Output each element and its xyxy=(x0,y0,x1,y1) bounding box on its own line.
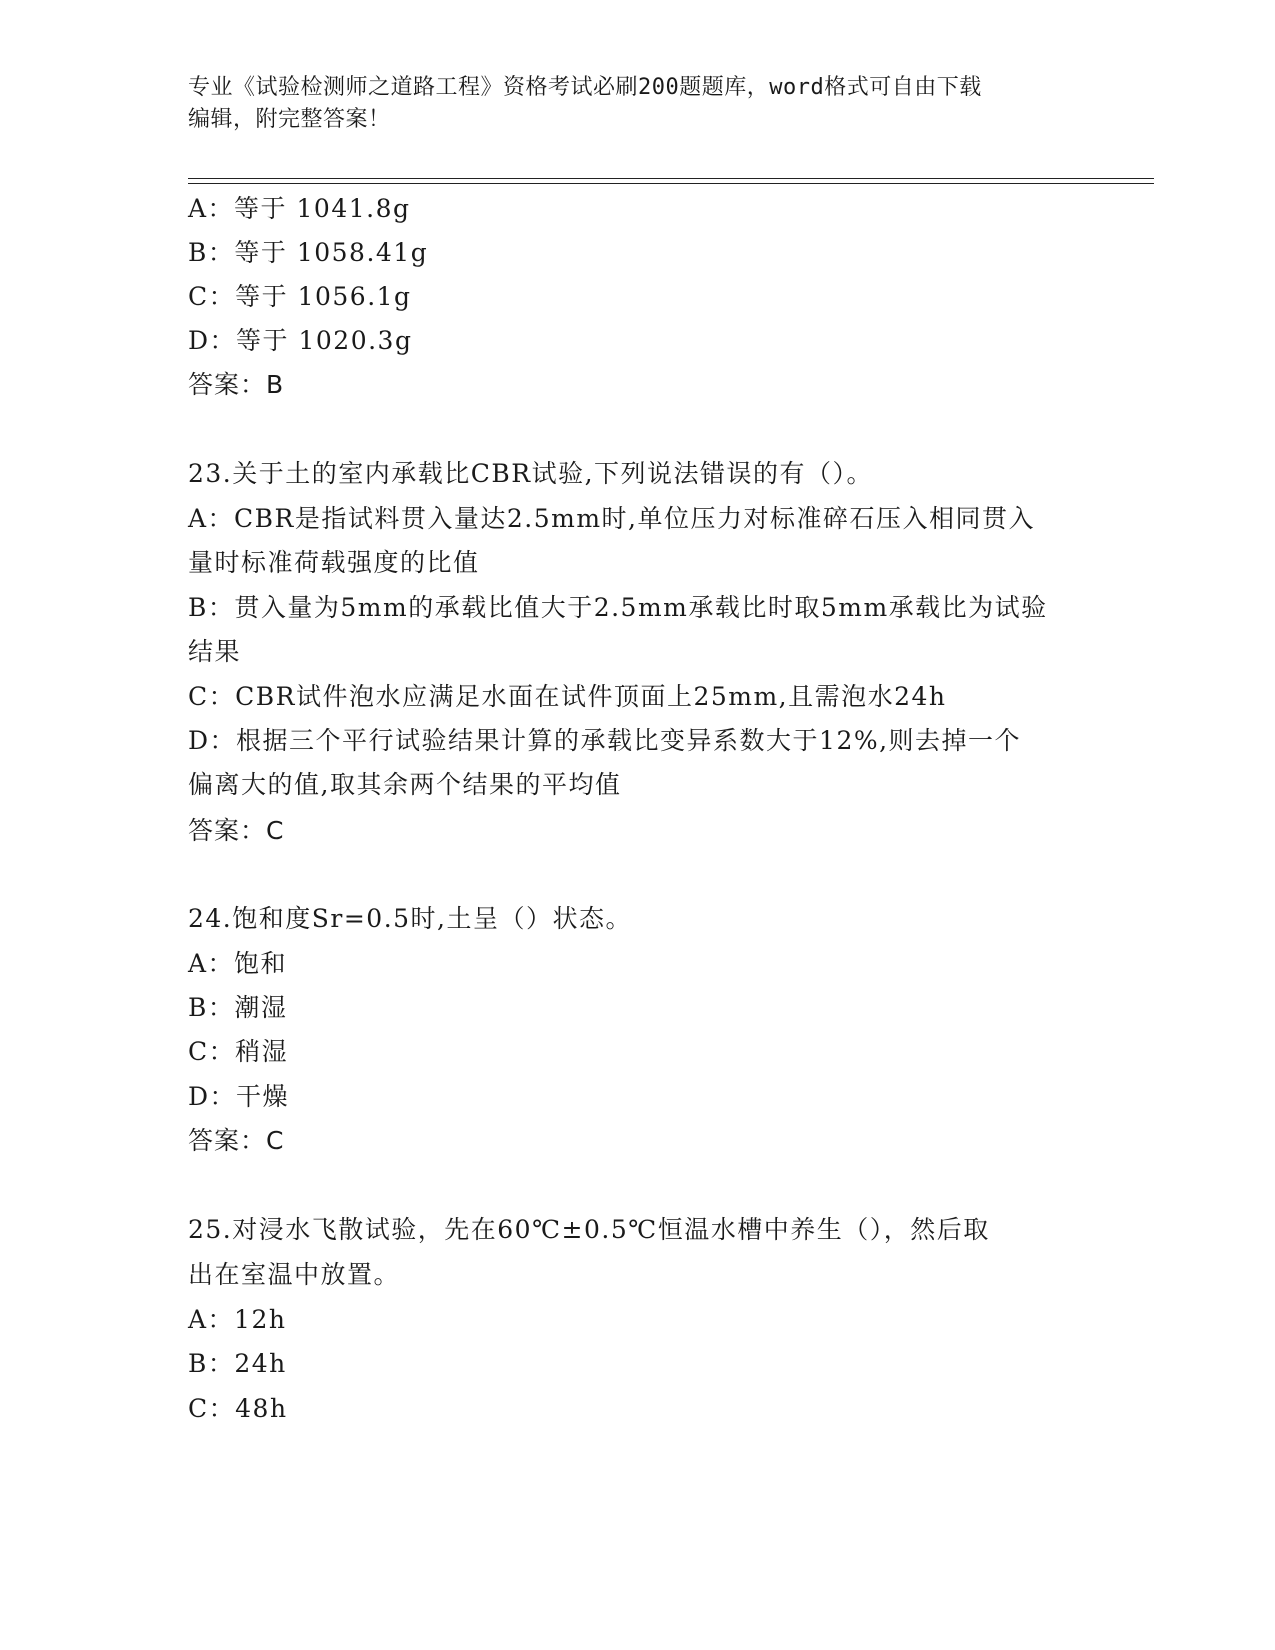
option-b: B：贯入量为5mm的承载比值大于2.5mm承载比时取5mm承载比为试验 xyxy=(188,593,1048,622)
option-d-continuation: 偏离大的值,取其余两个结果的平均值 xyxy=(188,770,622,799)
option-a: A：等于 1041.8g xyxy=(188,194,411,223)
document-header xyxy=(188,72,1088,136)
option-c: C：等于 1056.1g xyxy=(188,282,412,311)
option-b: B：潮湿 xyxy=(188,993,288,1022)
option-d: D：等于 1020.3g xyxy=(188,326,413,355)
option-c: C：稍湿 xyxy=(188,1037,289,1066)
header-divider-bottom xyxy=(188,183,1154,184)
option-b: B：等于 1058.41g xyxy=(188,238,429,267)
option-a: A：12h xyxy=(188,1305,287,1334)
option-c: C：48h xyxy=(188,1394,288,1423)
question-stem: 23.关于土的室内承载比CBR试验,下列说法错误的有（）。 xyxy=(188,459,874,488)
answer: 答案：C xyxy=(188,816,285,845)
header-title-line-2: 编辑，附完整答案！ xyxy=(188,107,391,132)
option-b-continuation: 结果 xyxy=(188,637,242,666)
header-title-line-1: 专业《试验检测师之道路工程》资格考试必刷200题题库，word格式可自由下载 xyxy=(188,75,982,100)
header-divider-top xyxy=(188,178,1154,179)
question-stem: 25.对浸水飞散试验，先在60℃±0.5℃恒温水槽中养生（），然后取 xyxy=(188,1215,990,1244)
option-d: D：根据三个平行试验结果计算的承载比变异系数大于12%,则去掉一个 xyxy=(188,726,1022,755)
option-b: B：24h xyxy=(188,1349,287,1378)
option-a: A：饱和 xyxy=(188,949,288,978)
answer: 答案：B xyxy=(188,370,285,399)
question-stem-continuation: 出在室温中放置。 xyxy=(188,1260,401,1289)
option-a: A：CBR是指试料贯入量达2.5mm时,单位压力对标准碎石压入相同贯入 xyxy=(188,504,1035,533)
option-a-continuation: 量时标准荷载强度的比值 xyxy=(188,548,480,577)
option-d: D：干燥 xyxy=(188,1082,290,1111)
question-stem: 24.饱和度Sr=0.5时,土呈（）状态。 xyxy=(188,904,632,933)
answer: 答案：C xyxy=(188,1126,285,1155)
option-c: C：CBR试件泡水应满足水面在试件顶面上25mm,且需泡水24h xyxy=(188,682,947,711)
